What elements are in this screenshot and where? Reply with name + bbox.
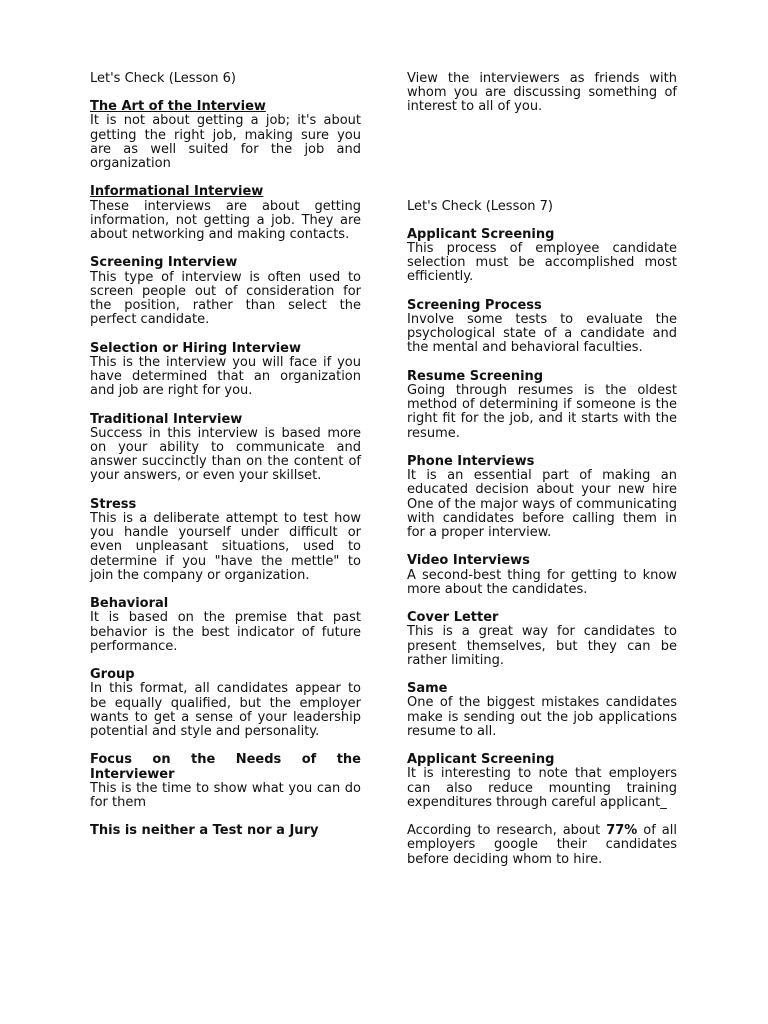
section-screening-interview [90,256,361,327]
section-screening-process [407,299,677,356]
section-body: This process of employee candidate selection must be accomplished most efficiently. [407,241,677,285]
section-heading: Applicant Screening [407,226,555,242]
section-heading: Cover Letter [407,610,499,626]
section-heading: Same [407,681,448,697]
section-body: A second-best thing for getting to know more about the candidates. [407,567,677,597]
section-body: This is the time to show what you can do for them [90,780,361,811]
section-heading: Focus on the Needs of the Interviewer [90,752,361,782]
right-column [407,72,677,867]
section-body: These interviews are about getting information, not getting a job. They are about networking and making contacts. [90,198,361,243]
section-heading: Stress [90,496,137,512]
section-heading: Behavioral [90,596,169,612]
section-heading: Resume Screening [407,368,544,384]
section-body: One of the biggest mistakes candidates make is sending out the job applications resume to all. [407,695,677,739]
section-video-interviews [407,554,677,597]
section-body: Going through resumes is the oldest method of determining if someone is the right fit for the job, and it starts with the resume. [407,383,677,441]
section-group [90,668,361,739]
section-heading: Video Interviews [407,553,530,569]
section-behavioral [90,597,361,654]
section-body: It is based on the premise that past behavior is the best indicator of future performance. [90,610,361,654]
section-heading: Selection or Hiring Interview [90,340,301,356]
section-heading: Applicant Screening [407,752,555,768]
research-paragraph [407,824,677,867]
column-spacer [407,115,677,200]
section-heading: Group [90,667,135,683]
section-informational-interview [90,185,361,242]
section-resume-screening [407,370,677,441]
section-selection-interview [90,342,361,399]
section-applicant-screening-2 [407,753,677,810]
section-heading: Informational Interview [90,184,264,200]
section-applicant-screening [407,228,677,285]
section-body: Involve some tests to evaluate the psychological state of a candidate and the mental and behavioral faculties. [407,312,677,356]
section-phone-interviews [407,455,677,540]
closing-line: This is neither a Test nor a Jury [90,823,319,839]
section-art-of-interview [90,100,361,171]
section-body: This is a deliberate attempt to test how you handle yourself under difficult or even unpleasant situations, used to determine if you "have the mettle" to join the company or organization. [90,511,361,583]
section-body: It is not about getting a job; it's about getting the right job, making sure you are as well suited for the job and organization [90,113,361,172]
section-body: In this format, all candidates appear to be equally qualified, but the employer wants to get a sense of your leadership potential and style and personality. [90,681,361,740]
section-cover-letter [407,611,677,668]
intro-text: View the interviewers as friends with whom you are discussing something of interest to all of you. [407,71,677,115]
section-body: This is a great way for candidates to present themselves, but they can be rather limiting. [407,624,677,668]
section-same [407,682,677,739]
research-stat: 77% [606,823,638,839]
section-stress [90,498,361,583]
research-text-after: of all employers google their candidates before deciding whom to hire. [407,823,677,867]
section-heading: Phone Interviews [407,454,535,470]
section-body: This type of interview is often used to screen people out of consideration for the position, rather than select the perfect candidate. [90,269,361,328]
lesson-7-label: Let's Check (Lesson 7) [407,198,554,214]
lesson-6-label: Let's Check (Lesson 6) [90,71,237,86]
section-focus-needs [90,753,361,810]
section-body: This is the interview you will face if you have determined that an organization and job are right for you. [90,354,361,399]
section-body: It is an essential part of making an educated decision about your new hire One of the major ways of communicating with candidates before calling them in for a proper interview. [407,468,677,541]
section-heading: The Art of the Interview [90,99,266,115]
section-body: Success in this interview is based more on your ability to communicate and answer succinctly than on the content of your answers, or even your skillset. [90,425,361,484]
research-text-before: According to research, about [407,823,607,839]
section-heading: Screening Interview [90,255,238,271]
section-heading: Traditional Interview [90,411,243,427]
section-body: It is interesting to note that employers can also reduce mounting training expenditures through careful applicant_ [407,766,677,810]
left-column [90,72,361,839]
section-traditional-interview [90,413,361,484]
section-heading: Screening Process [407,297,542,313]
